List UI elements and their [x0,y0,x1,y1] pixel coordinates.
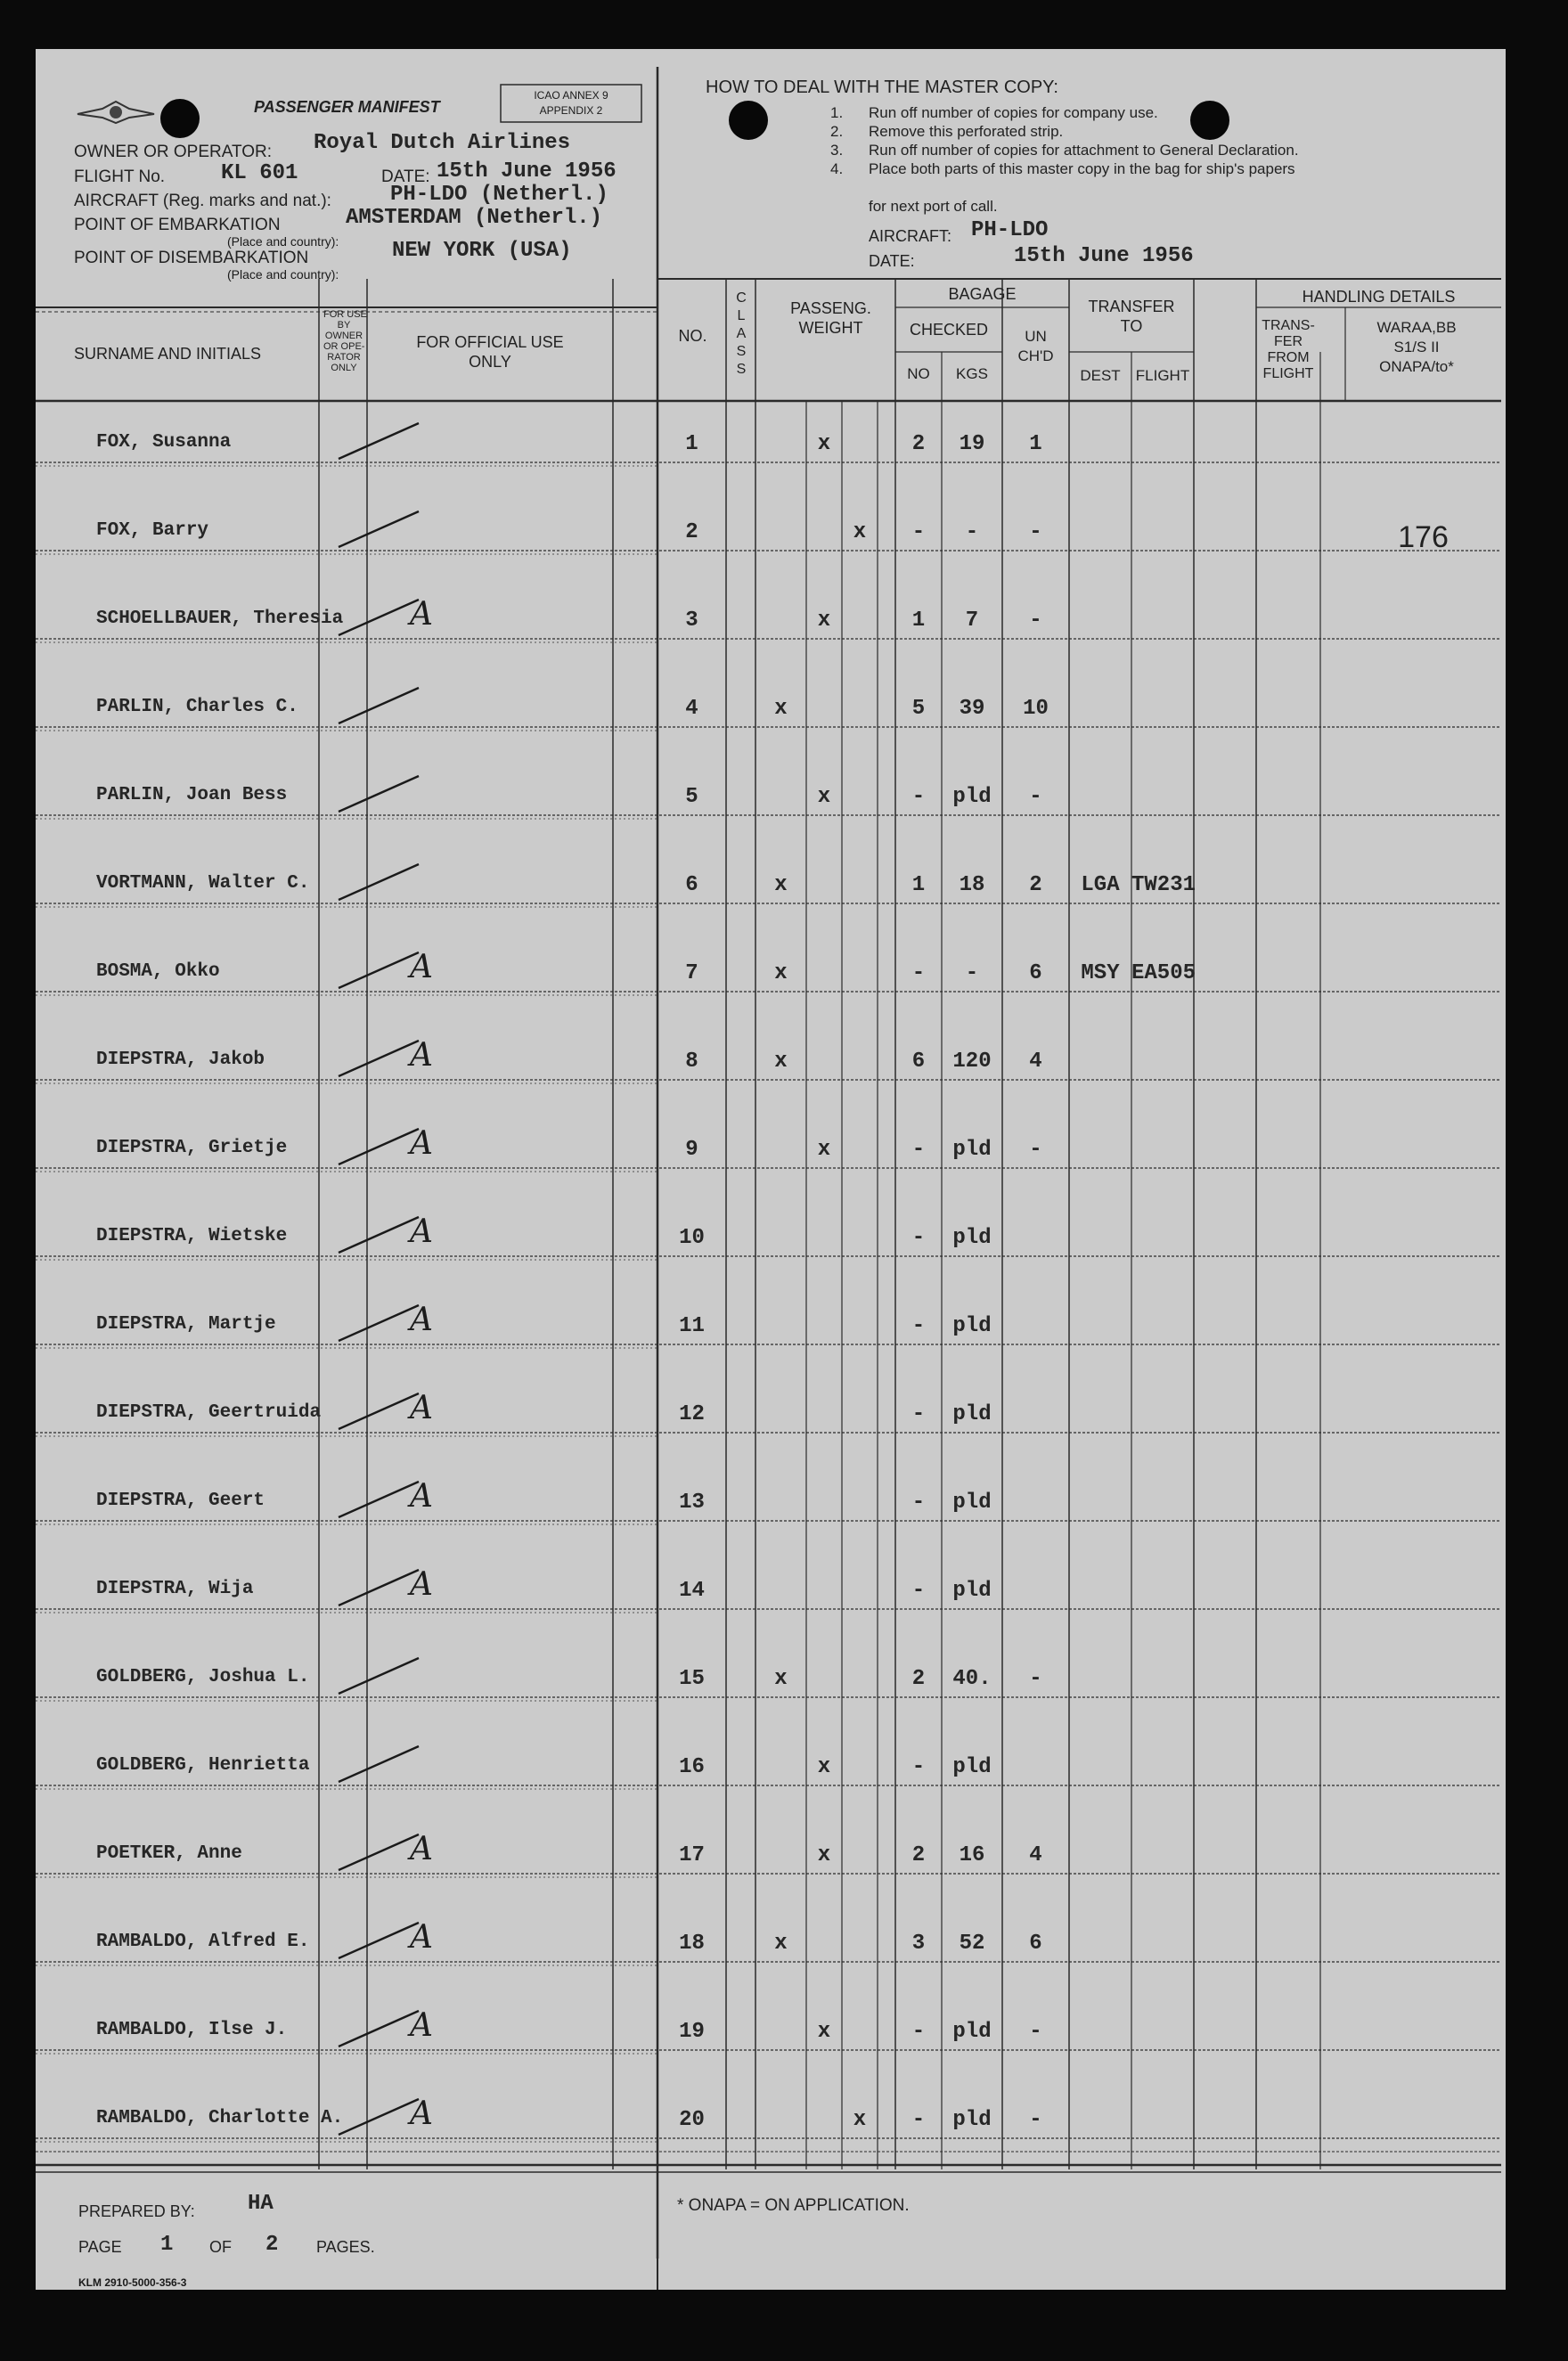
col-checked-header: CHECKED [909,321,988,339]
header-line: WEIGHT [798,319,863,337]
disembarkation-label: POINT OF DISEMBARKATION [74,249,309,267]
check-slash-mark [339,864,419,900]
col-surname-header: SURNAME AND INITIALS [74,345,262,363]
embarkation-sub: (Place and country): [227,234,339,249]
passenger-name: SCHOELLBAUER, Theresia [96,609,344,629]
col-official-use-header [370,332,610,372]
check-slash-mark [339,1482,419,1517]
checked-bag-count: - [911,1491,926,1515]
checked-bag-count: 2 [911,432,926,456]
official-use-mark: A [410,1478,433,1515]
col-no-header: NO. [678,327,707,345]
passenger-name: RAMBALDO, Charlotte A. [96,2108,344,2128]
unchecked-bags: - [1029,1138,1042,1162]
checked-bag-count: 2 [911,1843,926,1867]
header-line: S1/S II [1393,339,1440,355]
prepared-by-label: PREPARED BY: [78,2202,195,2220]
col-waraa-header [1345,318,1488,377]
transfer-flight: EA505 [1131,961,1196,985]
weight-mark-col3: x [853,520,867,544]
header-line: BY [337,320,351,331]
checked-bag-kgs: 18 [959,873,985,897]
check-slash-mark [339,2099,419,2135]
passenger-name: DIEPSTRA, Wietske [96,1226,288,1246]
checked-bag-count: 1 [911,873,926,897]
manifest-sheet [36,49,1506,2290]
row-number: 1 [685,432,698,456]
handling-value: 176 [1398,520,1449,554]
instructions-title: HOW TO DEAL WITH THE MASTER COPY: [706,78,1058,97]
check-slash-mark [339,1923,419,1958]
weight-mark-col1: x [817,1138,831,1162]
check-slash-mark [339,1305,419,1341]
transfer-flight: TW231 [1131,873,1196,897]
row-number: 10 [679,1226,705,1250]
checked-bag-kgs: pld [952,1138,992,1162]
unchecked-bags: - [1029,1667,1042,1691]
check-slash-mark [339,511,419,547]
header-line: S [736,344,747,359]
prepared-by-value: HA [248,2192,274,2216]
instruction-text: Place both parts of this master copy in the bag for ship's papers [869,160,1295,177]
official-use-mark: A [410,2007,433,2044]
instruction-number: 1. [830,104,844,121]
official-use-mark: A [410,1831,433,1867]
weight-mark-col1: x [817,432,831,456]
header-line: S [736,362,747,377]
unchecked-bags: 4 [1029,1050,1042,1074]
date-value: 15th June 1956 [437,159,617,184]
instr-aircraft-value: PH-LDO [971,218,1049,242]
instruction-text: Run off number of copies for attachment to General Declaration. [869,142,1299,159]
checked-bag-count: - [911,520,926,544]
header-line: TO [1120,317,1143,335]
check-slash-mark [339,600,419,635]
header-line: FROM [1267,350,1310,365]
instr-date-value: 15th June 1956 [1014,244,1194,268]
checked-bag-count: - [911,1579,926,1603]
checked-bag-kgs: pld [952,1226,992,1250]
punch-hole [1190,101,1229,140]
header-line: FER [1274,334,1303,349]
check-slash-mark [339,688,419,723]
passenger-name: RAMBALDO, Alfred E. [96,1932,310,1952]
header-line: OWNER [324,331,363,341]
official-use-mark: A [410,596,433,633]
passenger-name: PARLIN, Charles C. [96,697,298,717]
header-line: OR OPE- [323,341,365,352]
total-pages: 2 [265,2233,279,2257]
col-transfer-from-header [1256,318,1320,382]
row-number: 3 [685,609,698,633]
checked-bag-kgs: 120 [952,1050,992,1074]
col-transfer-header [1069,297,1194,336]
row-number: 2 [685,520,698,544]
icao-annex-line1: ICAO ANNEX 9 [534,89,608,102]
weight-mark-col2: x [774,1050,788,1074]
unchecked-bags: 10 [1023,697,1049,721]
checked-bag-kgs: pld [952,1755,992,1779]
checked-bag-count: 2 [911,1667,926,1691]
checked-bag-count: 6 [911,1050,926,1074]
checked-bag-count: 1 [911,609,926,633]
onapa-note: * ONAPA = ON APPLICATION. [677,2196,910,2215]
checked-bag-kgs: 39 [959,697,985,721]
row-number: 17 [679,1843,705,1867]
unchecked-bags: 1 [1029,432,1042,456]
passenger-name: DIEPSTRA, Wija [96,1579,254,1599]
date-label: DATE: [381,167,430,186]
checked-bag-count: - [911,1402,926,1426]
aircraft-label: AIRCRAFT (Reg. marks and nat.): [74,192,331,210]
instruction-number: 2. [830,123,844,140]
official-use-mark: A [410,1213,433,1250]
unchecked-bags: - [1029,2020,1042,2044]
weight-mark-col3: x [853,2108,867,2132]
passenger-name: DIEPSTRA, Jakob [96,1050,265,1070]
disembarkation-sub: (Place and country): [227,267,339,282]
col-weight-header [766,298,895,338]
row-number: 16 [679,1755,705,1779]
row-number: 13 [679,1491,705,1515]
header-line: PASSENG. [790,299,871,317]
unchecked-bags: - [1029,520,1042,544]
row-number: 18 [679,1932,705,1956]
checked-bag-kgs: 7 [965,609,979,633]
passenger-name: BOSMA, Okko [96,961,220,982]
checked-bag-kgs: - [965,520,979,544]
col-bag-no-header: NO [907,365,930,382]
check-slash-mark [339,2011,419,2046]
row-number: 9 [685,1138,698,1162]
page-label: PAGE [78,2238,122,2256]
punch-hole [160,99,200,138]
embarkation-value: AMSTERDAM (Netherl.) [346,206,603,230]
official-use-mark: A [410,1919,433,1956]
form-code: KLM 2910-5000-356-3 [78,2276,187,2289]
checked-bag-count: 5 [911,697,926,721]
header-line: FLIGHT [1262,366,1314,381]
col-dest-header: DEST [1080,367,1121,384]
passenger-name: GOLDBERG, Joshua L. [96,1667,310,1687]
weight-mark-col1: x [817,2020,831,2044]
checked-bag-count: - [911,961,926,985]
official-use-mark: A [410,1302,433,1338]
passenger-name: VORTMANN, Walter C. [96,873,310,894]
header-line: L [737,308,746,323]
passenger-name: POETKER, Anne [96,1843,242,1864]
checked-bag-kgs: 16 [959,1843,985,1867]
check-slash-mark [339,776,419,812]
checked-bag-count: - [911,2108,926,2132]
row-number: 20 [679,2108,705,2132]
weight-mark-col2: x [774,1932,788,1956]
unchecked-bags: - [1029,2108,1042,2132]
col-handling-header: HANDLING DETAILS [1302,288,1456,306]
checked-bag-kgs: pld [952,1314,992,1338]
header-line: TRANS- [1262,318,1315,333]
official-use-mark: A [410,1125,433,1162]
airline-logo-icon [76,98,156,125]
header-line: FOR USE [323,309,367,320]
checked-bag-kgs: pld [952,1491,992,1515]
checked-bag-kgs: 52 [959,1932,985,1956]
flight-value: KL 601 [221,161,298,185]
header-line: CH'D [1017,347,1054,364]
official-use-mark: A [410,1037,433,1074]
weight-mark-col2: x [774,1667,788,1691]
row-number: 15 [679,1667,705,1691]
unchecked-bags: 6 [1029,1932,1042,1956]
checked-bag-count: - [911,785,926,809]
check-slash-mark [339,1217,419,1253]
passenger-name: GOLDBERG, Henrietta [96,1755,310,1776]
pages-label: PAGES. [316,2238,375,2256]
checked-bag-kgs: 40. [952,1667,992,1691]
weight-mark-col1: x [817,609,831,633]
col-flight-header: FLIGHT [1135,367,1190,384]
header-line: ONLY [469,353,511,371]
checked-bag-kgs: pld [952,1579,992,1603]
instruction-text: Run off number of copies for company use. [869,104,1158,121]
unchecked-bags: - [1029,609,1042,633]
header-line: A [736,326,747,341]
header-line: RATOR [327,352,361,363]
owner-label: OWNER OR OPERATOR: [74,143,273,161]
instruction-number: 4. [830,160,844,177]
checked-bag-kgs: pld [952,1402,992,1426]
check-slash-mark [339,1570,419,1605]
embarkation-label: POINT OF EMBARKATION [74,216,281,234]
col-baggage-header: BAGAGE [948,285,1017,303]
checked-bag-kgs: pld [952,2108,992,2132]
transfer-dest: LGA [1081,873,1120,897]
check-slash-mark [339,423,419,459]
col-unchecked-header [1002,327,1069,366]
weight-mark-col2: x [774,697,788,721]
header-line: UN [1025,328,1047,345]
row-number: 12 [679,1402,705,1426]
official-use-mark: A [410,1566,433,1603]
checked-bag-count: - [911,1314,926,1338]
weight-mark-col2: x [774,961,788,985]
flight-label: FLIGHT No. [74,167,166,186]
col-class-header [732,290,750,379]
checked-bag-count: - [911,1226,926,1250]
punch-hole [729,101,768,140]
unchecked-bags: 4 [1029,1843,1042,1867]
official-use-mark: A [410,949,433,985]
instr-date-label: DATE: [869,252,915,270]
passenger-name: DIEPSTRA, Geertruida [96,1402,322,1423]
form-title: PASSENGER MANIFEST [254,98,440,116]
check-slash-mark [339,1393,419,1429]
checked-bag-count: - [911,1755,926,1779]
checked-bag-count: - [911,1138,926,1162]
col-kgs-header: KGS [956,365,988,382]
row-number: 11 [679,1314,705,1338]
weight-mark-col1: x [817,1843,831,1867]
row-number: 8 [685,1050,698,1074]
disembarkation-value: NEW YORK (USA) [392,239,572,263]
row-number: 7 [685,961,698,985]
checked-bag-kgs: 19 [959,432,985,456]
header-line: C [736,290,747,306]
col-owner-use-header [323,309,367,373]
passenger-name: RAMBALDO, Ilse J. [96,2020,288,2040]
instruction-text: Remove this perforated strip. [869,123,1064,140]
checked-bag-kgs: - [965,961,979,985]
passenger-name: FOX, Susanna [96,432,232,453]
official-use-mark: A [410,1390,433,1426]
passenger-name: DIEPSTRA, Martje [96,1314,276,1335]
check-slash-mark [339,1658,419,1694]
unchecked-bags: - [1029,785,1042,809]
header-line: FOR OFFICIAL USE [416,333,564,351]
instr-aircraft-label: AIRCRAFT: [869,227,952,245]
unchecked-bags: 2 [1029,873,1042,897]
passenger-name: DIEPSTRA, Geert [96,1491,265,1511]
unchecked-bags: 6 [1029,961,1042,985]
check-slash-mark [339,1041,419,1076]
checked-bag-count: 3 [911,1932,926,1956]
row-number: 19 [679,2020,705,2044]
header-line: ONAPA/to* [1379,358,1454,375]
aircraft-value: PH-LDO (Netherl.) [390,183,608,207]
row-number: 5 [685,785,698,809]
header-line: WARAA,BB [1376,319,1457,336]
weight-mark-col2: x [774,873,788,897]
transfer-dest: MSY [1081,961,1120,985]
check-slash-mark [339,952,419,988]
page-number: 1 [160,2233,174,2257]
instruction-number: 3. [830,142,844,159]
row-number: 14 [679,1579,705,1603]
owner-value: Royal Dutch Airlines [314,131,571,155]
passenger-name: PARLIN, Joan Bess [96,785,288,805]
row-number: 6 [685,873,698,897]
check-slash-mark [339,1129,419,1164]
instruction-4-cont: for next port of call. [869,198,998,215]
checked-bag-kgs: pld [952,2020,992,2044]
weight-mark-col1: x [817,1755,831,1779]
check-slash-mark [339,1834,419,1870]
header-line: ONLY [331,363,357,373]
official-use-mark: A [410,2095,433,2132]
of-label: OF [209,2238,232,2256]
check-slash-mark [339,1746,419,1782]
checked-bag-count: - [911,2020,926,2044]
passenger-name: FOX, Barry [96,520,209,541]
checked-bag-kgs: pld [952,785,992,809]
row-number: 4 [685,697,698,721]
header-line: TRANSFER [1088,298,1175,315]
passenger-name: DIEPSTRA, Grietje [96,1138,288,1158]
icao-annex-line2: APPENDIX 2 [539,104,603,117]
weight-mark-col1: x [817,785,831,809]
